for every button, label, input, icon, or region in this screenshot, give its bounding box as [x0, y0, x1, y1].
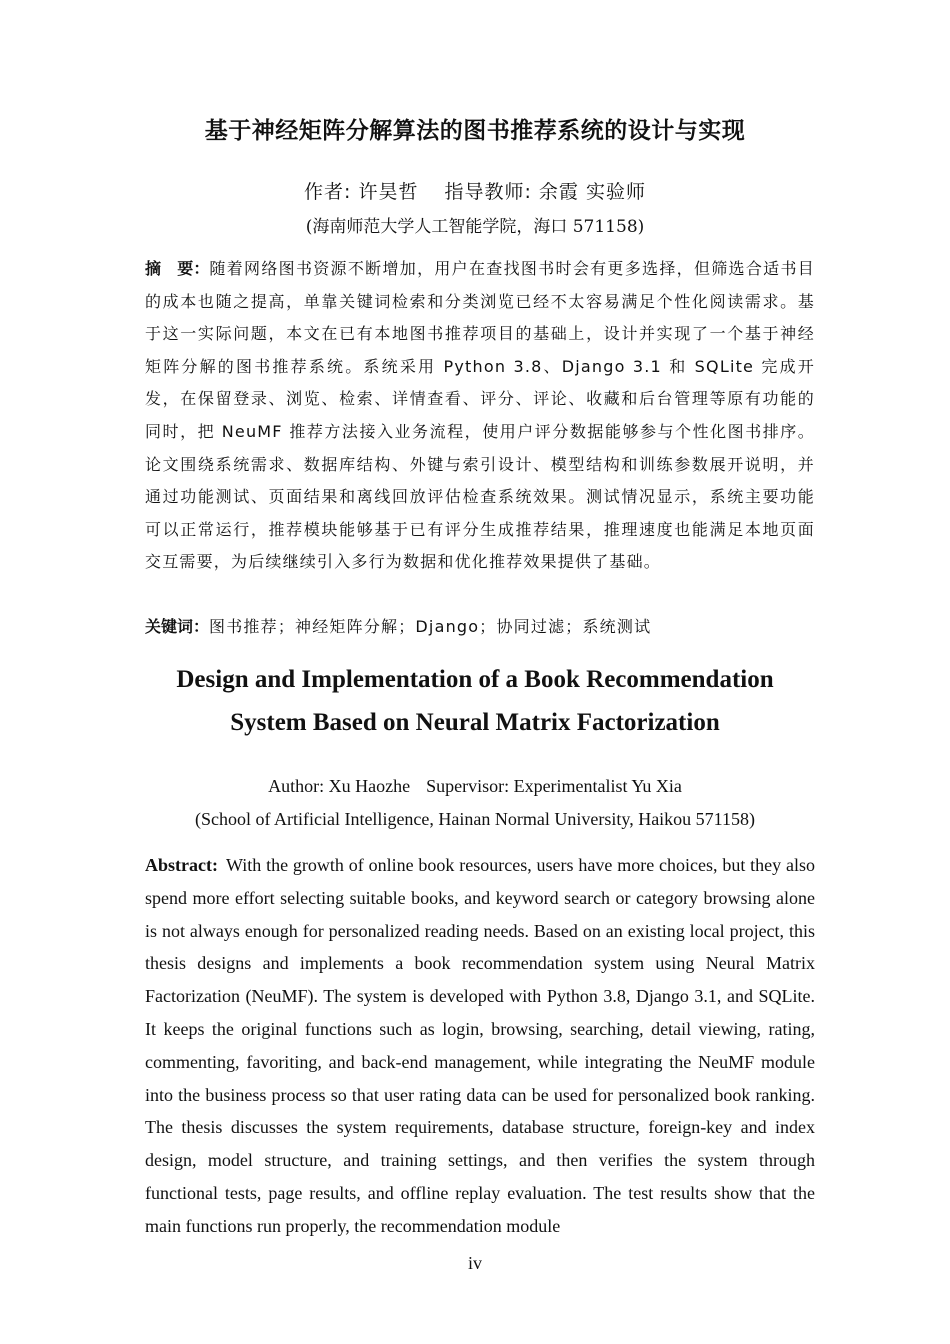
chinese-author: 作者: 许昊哲 — [304, 181, 419, 203]
english-abstract-label: Abstract: — [145, 855, 218, 875]
english-title-line-1: Design and Implementation of a Book Recommendation — [176, 666, 774, 693]
chinese-abstract — [145, 253, 815, 579]
english-title-line-2: System Based on Neural Matrix Factorization — [230, 709, 720, 736]
chinese-title: 基于神经矩阵分解算法的图书推荐系统的设计与实现 — [204, 117, 746, 144]
english-abstract — [145, 849, 815, 1243]
chinese-abstract-text: 随着网络图书资源不断增加，用户在查找图书时会有更多选择，但筛选合适书目的成本也随之提高，单靠关键词检索和分类浏览已经不太容易满足个性化阅读需求。基于这一实际问题，本文在已有本地图书推荐项目的基础上，设计并实现了一个基于神经矩阵分解的图书推荐系统。系统采用 Python 3.8、Django 3.1 和 SQLite 完成开发，在保留登录、浏览、检索、详情查看、评分、评论、收藏和后台管理等原有功能的同时，把 NeuMF 推荐方法接入业务流程，使用户评分数据能够参与个性化图书排序。论文围绕系统需求、数据库结构、外键与索引设计、模型结构和训练参数展开说明，并通过功能测试、页面结果和离线回放评估检查系统效果。测试情况显示，系统主要功能可以正常运行，推荐模块能够基于已有评分生成推荐结果，推理速度也能满足本地页面交互需要，为后续继续引入多行为数据和优化推荐效果提供了基础。 — [145, 259, 815, 572]
english-author: Author: Xu Haozhe — [268, 776, 411, 796]
english-author-line — [0, 776, 950, 797]
chinese-author-line — [0, 177, 950, 204]
english-abstract-text: With the growth of online book resources, users have more choices, but they also spend more effort selecting suitable books, and keyword search or category browsing alone is not always enough for personalized reading needs. Based on an existing local project, this thesis designs and implements a book recommendation system using Neural Matrix Factorization (NeuMF). The system is developed with Python 3.8, Django 3.1, and SQLite. It keeps the original functions such as login, browsing, searching, detail viewing, rating, commenting, favoriting, and back-end management, while integrating the NeuMF module into the business process so that user rating data can be used for personalized book ranking. The thesis discusses the system requirements, database structure, foreign-key and index design, model structure, and training settings, and then verifies the system through functional tests, page results, and offline replay evaluation. The test results show that the main functions run properly, the recommendation module — [145, 855, 815, 1236]
chinese-keywords — [145, 611, 815, 643]
chinese-supervisor: 指导教师: 余霞 实验师 — [444, 181, 646, 203]
chinese-abstract-label: 摘 要： — [145, 259, 210, 278]
chinese-keywords-label: 关键词： — [145, 617, 210, 636]
chinese-keywords-text: 图书推荐；神经矩阵分解；Django；协同过滤；系统测试 — [209, 617, 652, 636]
page-number: iv — [467, 1253, 482, 1273]
english-title — [0, 658, 950, 744]
chinese-affiliation: (海南师范大学人工智能学院，海口 571158) — [305, 217, 645, 237]
english-affiliation: (School of Artificial Intelligence, Hainan Normal University, Haikou 571158) — [194, 809, 756, 829]
english-supervisor: Supervisor: Experimentalist Yu Xia — [426, 776, 682, 796]
